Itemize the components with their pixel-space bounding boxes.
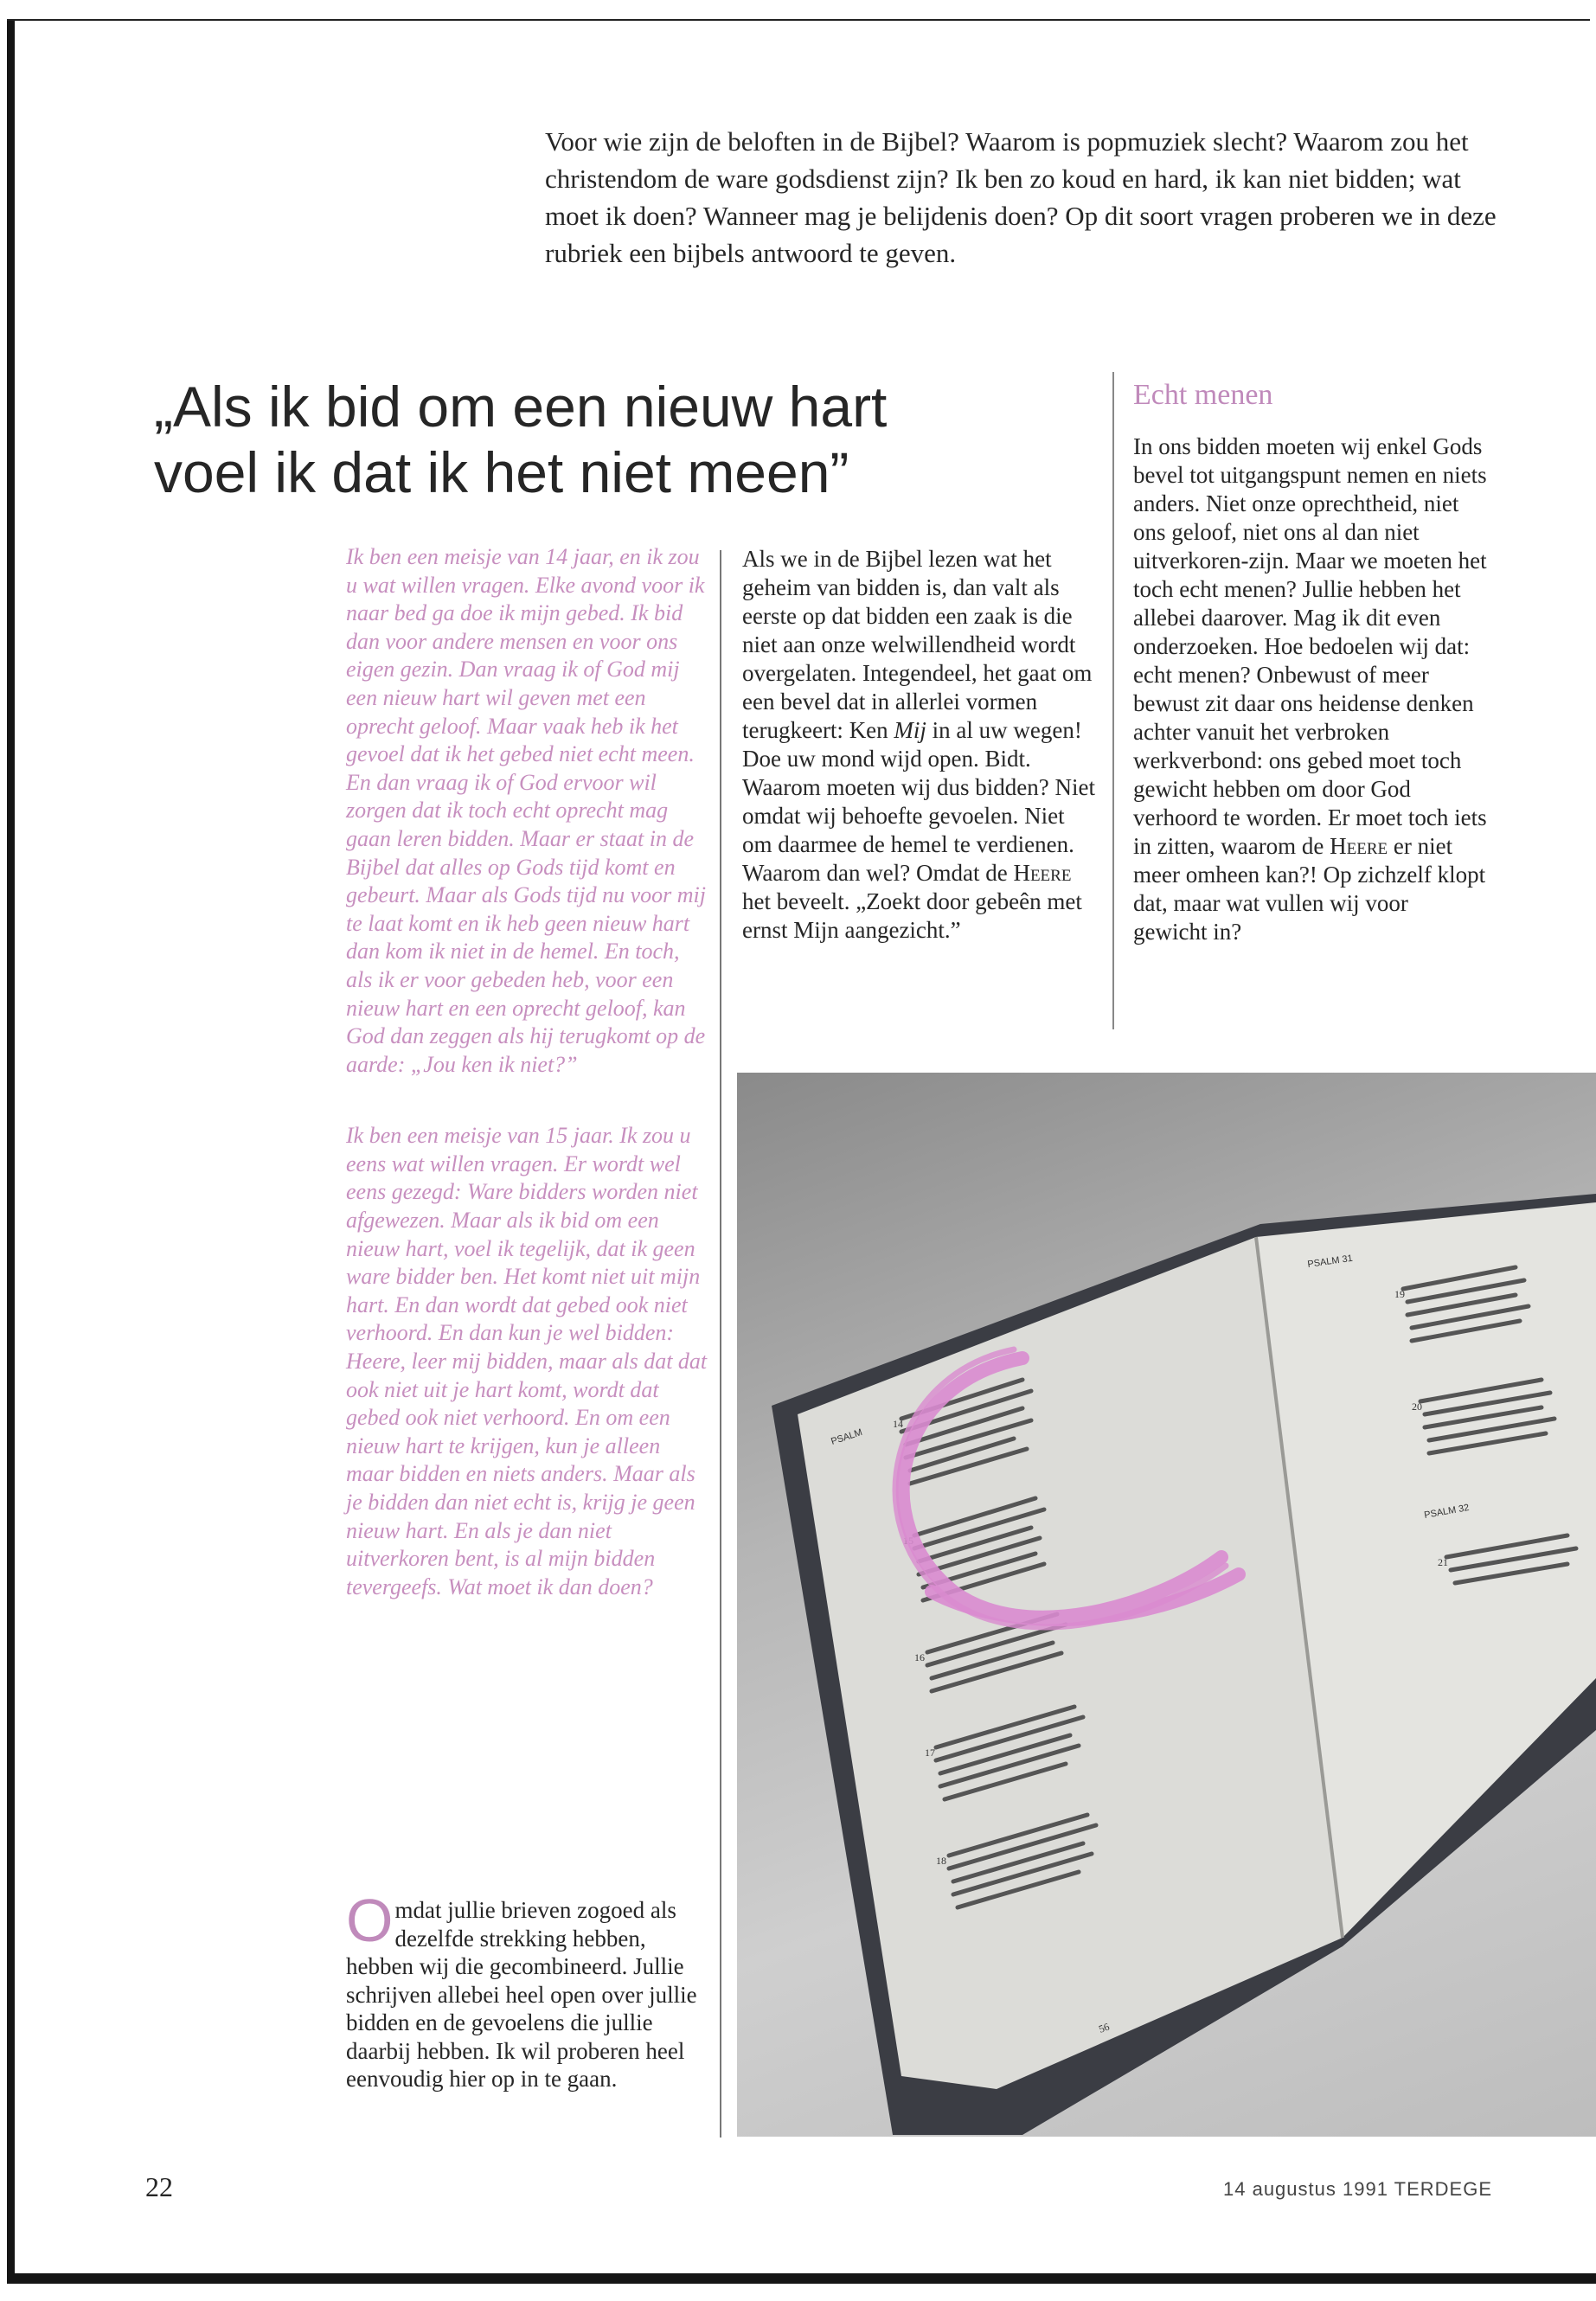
verse-number-15: 15	[903, 1535, 913, 1547]
left-page-label: PSALM	[830, 1426, 864, 1447]
sidebar-text-a: In ons bidden moeten wij enkel Gods bevel tot uitgangspunt nemen en niets anders. Niet onze oprechtheid, niet ons geloof, niet ons al dan niet uitverkoren-zijn. Maar we moeten het toch echt menen? Jullie hebben het allebei daarover. Mag ik dit even onderzoeken. Hoe bedoelen wij dat: echt menen? Onbewust of meer bewust zit daar ons heidense denken achter vanuit het verbroken werkverbond: ons gebed moet toch gewicht hebben om door God verhoord te worden. Er moet toch iets in zitten, waarom de	[1133, 433, 1487, 859]
middle-p2-text-b: het beveelt. „Zoekt door gebeên met ernst Mijn aangezicht.”	[742, 888, 1082, 943]
verse-number-19: 19	[1394, 1288, 1405, 1300]
photo-page-number: 56	[1097, 2020, 1112, 2035]
page-frame-left	[7, 19, 15, 2277]
intro-text: Voor wie zijn de beloften in de Bijbel? Waarom is popmuziek slecht? Waarom zou het christendom de ware godsdienst zijn? Ik ben zo koud en hard, ik kan niet bidden; wat moet ik doen? Wanneer mag je belijdenis doen? Op dit soort vragen proberen we in deze rubriek een bijbels antwoord te geven.	[545, 126, 1497, 268]
page-number: 22	[145, 2171, 173, 2202]
article-headline	[154, 374, 984, 505]
bible-photo	[737, 1073, 1596, 2137]
sidebar-smallcaps: Heere	[1330, 833, 1388, 859]
sidebar-heading: Echt menen	[1133, 379, 1273, 411]
footer-issue-info: 14 augustus 1991 TERDEGE	[1223, 2178, 1492, 2200]
sidebar-divider	[1112, 372, 1114, 1029]
verse-number-16: 16	[914, 1651, 925, 1663]
reader-letters	[346, 543, 709, 1644]
answer-intro-text: mdat jullie brieven zogoed als dezelfde strekking hebben, hebben wij die gecombineerd. Jullie schrijven allebei heel open over jullie bidden en de gevoelens die jullie daarbij hebben. Ik wil proberen heel eenvoudig hier op in te gaan.	[346, 1897, 697, 2092]
verse-number-14: 14	[893, 1418, 903, 1430]
middle-p2-smallcaps: Heere	[1013, 860, 1072, 886]
middle-paragraph-1	[742, 545, 1097, 773]
middle-p1-emphasis: Mij	[894, 717, 926, 743]
middle-p1-text-b: in al uw wegen! Doe uw mond wijd open. Bidt.	[742, 717, 1082, 772]
right-page-label-2: PSALM 32	[1423, 1503, 1471, 1521]
sidebar-column	[1133, 433, 1488, 946]
answer-intro	[346, 1887, 709, 2093]
letter-1: Ik ben een meisje van 14 jaar, en ik zou u wat willen vragen. Elke avond voor ik naar bed ga doe ik mijn gebed. Ik bid dan voor andere mensen en voor ons eigen gezin. Dan vraag ik of God mij een nieuw hart wil geven met een oprecht geloof. Maar vaak heb ik het gevoel dat ik het gebed niet echt meen. En dan vraag ik of God ervoor wil zorgen dat ik toch echt oprecht mag gaan leren bidden. Maar er staat in de Bijbel dat alles op Gods tijd komt en gebeurt. Maar als Gods tijd nu voor mij te laat komt en ik heb geen nieuw hart dan kom ik niet in de hemel. En toch, als ik er voor gebeden heb, voor een nieuw hart en een oprecht geloof, kan God dan zeggen als hij terugkomt op de aarde: „Jou ken ik niet?”	[346, 544, 706, 1077]
column-divider	[720, 550, 721, 2138]
letter-2: Ik ben een meisje van 15 jaar. Ik zou u eens wat willen vragen. Er wordt wel eens gezegd: Ware bidders worden niet afgewezen. Maar als ik bid om een nieuw hart, voel ik tegelijk, dat ik geen ware bidder ben. Het komt niet uit mijn hart. En dan wordt dat gebed ook niet verhoord. En dan kun je wel bidden: Heere, leer mij bidden, maar als dat dat ook niet uit je hart komt, wordt dat gebed ook niet verhoord. En om een nieuw hart te krijgen, kun je alleen maar bidden en niets anders. Maar als je bidden dan niet echt is, krijg je geen nieuw hart. En als je dan niet uitverkoren bent, is al mijn bidden tevergeefs. Wat moet ik dan doen?	[346, 1123, 708, 1599]
verse-number-17: 17	[925, 1747, 935, 1759]
page-frame-top	[7, 19, 1590, 21]
middle-column	[742, 545, 1097, 945]
middle-p2-text-a: Waarom moeten wij dus bidden? Niet omdat wij behoefte gevoelen. Niet om daarmee de hemel te verdienen. Waarom dan wel? Omdat de	[742, 774, 1095, 886]
headline-line-1: „Als ik bid om een nieuw hart	[154, 375, 888, 439]
drop-cap: O	[346, 1887, 394, 1954]
middle-paragraph-2	[742, 773, 1097, 945]
sidebar-text-b: er niet meer omheen kan?! Op zichzelf klopt dat, maar wat vullen wij voor gewicht in?	[1133, 833, 1486, 945]
page-frame-bottom	[7, 2273, 1596, 2284]
verse-number-21: 21	[1438, 1556, 1448, 1568]
verse-number-18: 18	[936, 1855, 946, 1867]
middle-p1-text-a: Als we in de Bijbel lezen wat het geheim van bidden is, dan valt als eerste op dat bidden een zaak is die niet aan onze welwillendheid wordt overgelaten. Integendeel, het gaat om een bevel dat in allerlei vormen terugkeert: Ken	[742, 546, 1093, 743]
headline-line-2: voel ik dat ik het niet meen”	[154, 440, 849, 504]
verse-number-20: 20	[1412, 1400, 1422, 1413]
right-page-label: PSALM 31	[1306, 1253, 1354, 1270]
bible-illustration	[737, 1073, 1596, 2137]
